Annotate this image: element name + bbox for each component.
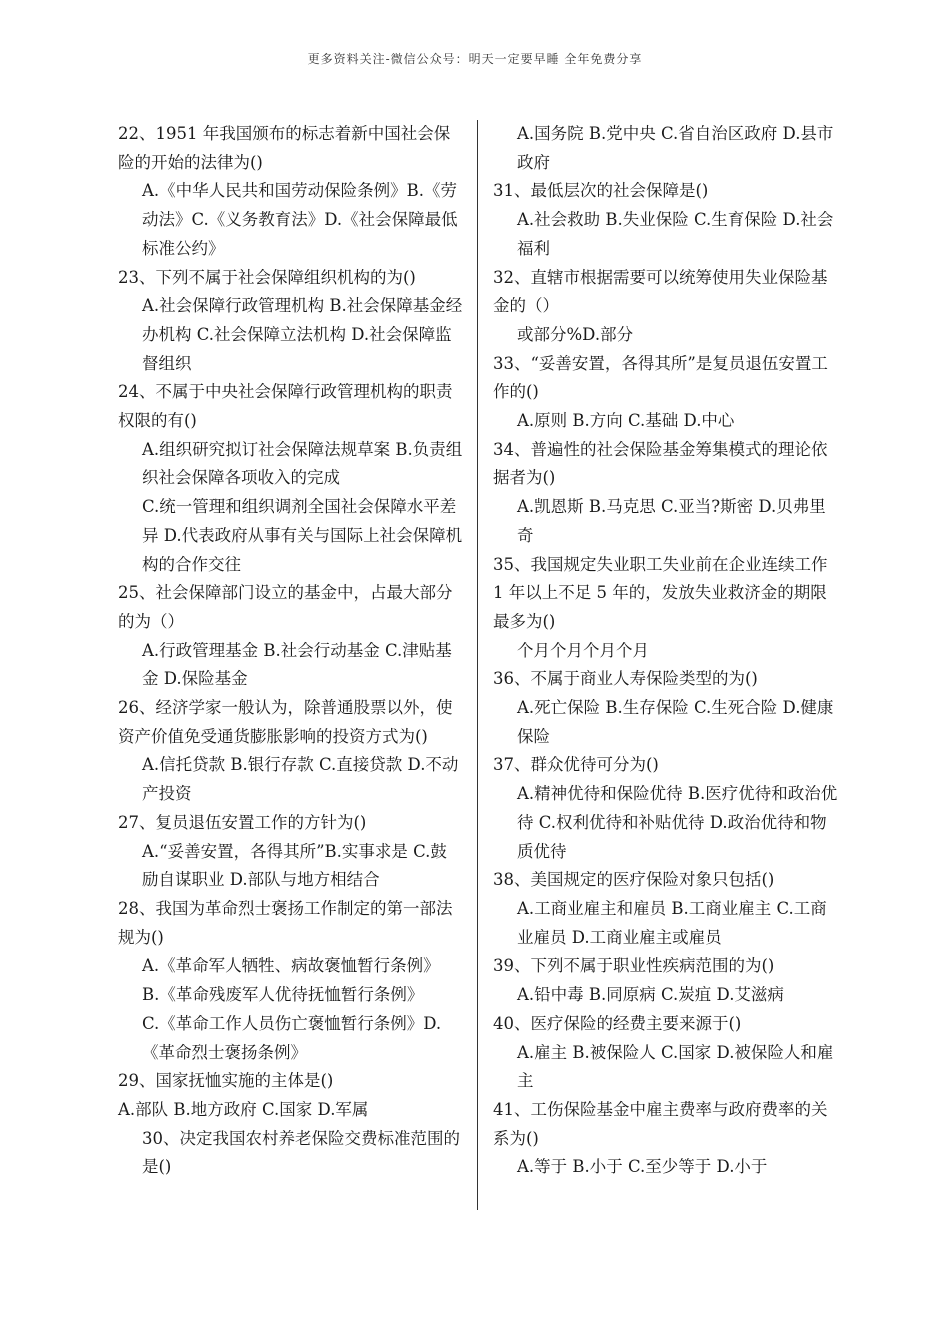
options-31: A.社会救助 B.失业保险 C.生育保险 D.社会福利 [517,210,834,258]
question-33: 33、“妥善安置，各得其所”是复员退伍安置工作的() [493,353,828,402]
options-37: A.精神优待和保险优待 B.医疗优待和政治优待 C.权利优待和补贴优待 D.政治优待和物质优待 [517,784,838,861]
question-35: 35、我国规定失业职工失业前在企业连续工作 1 年以上不足 5 年的，发放失业救济金的期限最多为() [493,554,828,631]
question-37: 37、群众优待可分为() [493,755,659,775]
question-23: 23、下列不属于社会保障组织机构的为() [118,267,416,287]
left-column [118,120,463,1182]
options-38: A.工商业雇主和雇员 B.工商业雇主 C.工商业雇员 D.工商业雇主或雇员 [517,898,827,947]
column-divider [477,120,478,1210]
options-41: A.等于 B.小于 C.至少等于 D.小于 [517,1157,768,1177]
options-28-cd: C.《革命工作人员伤亡褒恤暂行条例》D.《革命烈士褒扬条例》 [142,1013,442,1062]
options-29: A.部队 B.地方政府 C.国家 D.军属 [118,1099,369,1119]
question-24: 24、不属于中央社会保障行政管理机构的职责权限的有() [118,382,453,431]
options-28-b: B.《革命残废军人优待抚恤暂行条例》 [142,985,424,1005]
options-32: 或部分%D.部分 [517,324,634,344]
question-38: 38、美国规定的医疗保险对象只包括() [493,870,775,890]
question-41: 41、工伤保险基金中雇主费率与政府费率的关系为() [493,1099,828,1148]
options-33: A.原则 B.方向 C.基础 D.中心 [517,411,735,431]
question-32: 32、直辖市根据需要可以统筹使用失业保险基金的（） [493,267,828,316]
options-30: A.国务院 B.党中央 C.省自治区政府 D.县市政府 [517,124,834,172]
options-23: A.社会保障行政管理机构 B.社会保障基金经办机构 C.社会保障立法机构 D.社会保障监督组织 [142,296,463,373]
options-25: A.行政管理基金 B.社会行动基金 C.津贴基金 D.保险基金 [142,640,452,689]
question-36: 36、不属于商业人寿保险类型的为() [493,669,758,689]
question-30: 30、决定我国农村养老保险交费标准范围的是() [142,1128,460,1177]
right-column [493,120,838,1182]
options-34: A.凯恩斯 B.马克思 C.亚当?斯密 D.贝弗里奇 [517,497,826,545]
options-28-a: A.《革命军人牺牲、病故褒恤暂行条例》 [142,956,440,976]
options-35: 个月个月个月个月 [517,640,649,660]
question-26: 26、经济学家一般认为，除普通股票以外，使资产价值免受通货膨胀影响的投资方式为() [118,698,453,746]
options-36: A.死亡保险 B.生存保险 C.生死合险 D.健康保险 [517,698,834,746]
options-40: A.雇主 B.被保险人 C.国家 D.被保险人和雇主 [517,1042,834,1091]
page-header: 更多资料关注-微信公众号：明天一定要早睡 全年免费分享 [307,52,643,66]
question-34: 34、普遍性的社会保险基金筹集模式的理论依据者为() [493,439,828,488]
options-39: A.铅中毒 B.同原病 C.炭疽 D.艾滋病 [517,985,784,1005]
options-24-cd: C.统一管理和组织调剂全国社会保障水平差异 D.代表政府从事有关与国际上社会保障机构的合作交往 [142,497,463,574]
question-40: 40、医疗保险的经费主要来源于() [493,1013,742,1033]
options-27: A.“妥善安置，各得其所”B.实事求是 C.鼓励自谋职业 D.部队与地方相结合 [142,841,447,890]
options-24-ab: A.组织研究拟订社会保障法规草案 B.负责组织社会保障各项收入的完成 [142,439,463,488]
question-29: 29、国家抚恤实施的主体是() [118,1071,334,1091]
options-26: A.信托贷款 B.银行存款 C.直接贷款 D.不动产投资 [142,755,459,804]
question-28: 28、我国为革命烈士褒扬工作制定的第一部法规为() [118,898,453,947]
question-31: 31、最低层次的社会保障是() [493,181,709,201]
question-39: 39、下列不属于职业性疾病范围的为() [493,956,775,976]
options-22: A.《中华人民共和国劳动保险条例》B.《劳动法》C.《义务教育法》D.《社会保障最低标准公约》 [142,181,458,258]
question-22: 22、1951 年我国颁布的标志着新中国社会保险的开始的法律为() [118,124,451,172]
question-25: 25、社会保障部门设立的基金中，占最大部分的为（） [118,583,453,631]
question-27: 27、复员退伍安置工作的方针为() [118,812,367,832]
